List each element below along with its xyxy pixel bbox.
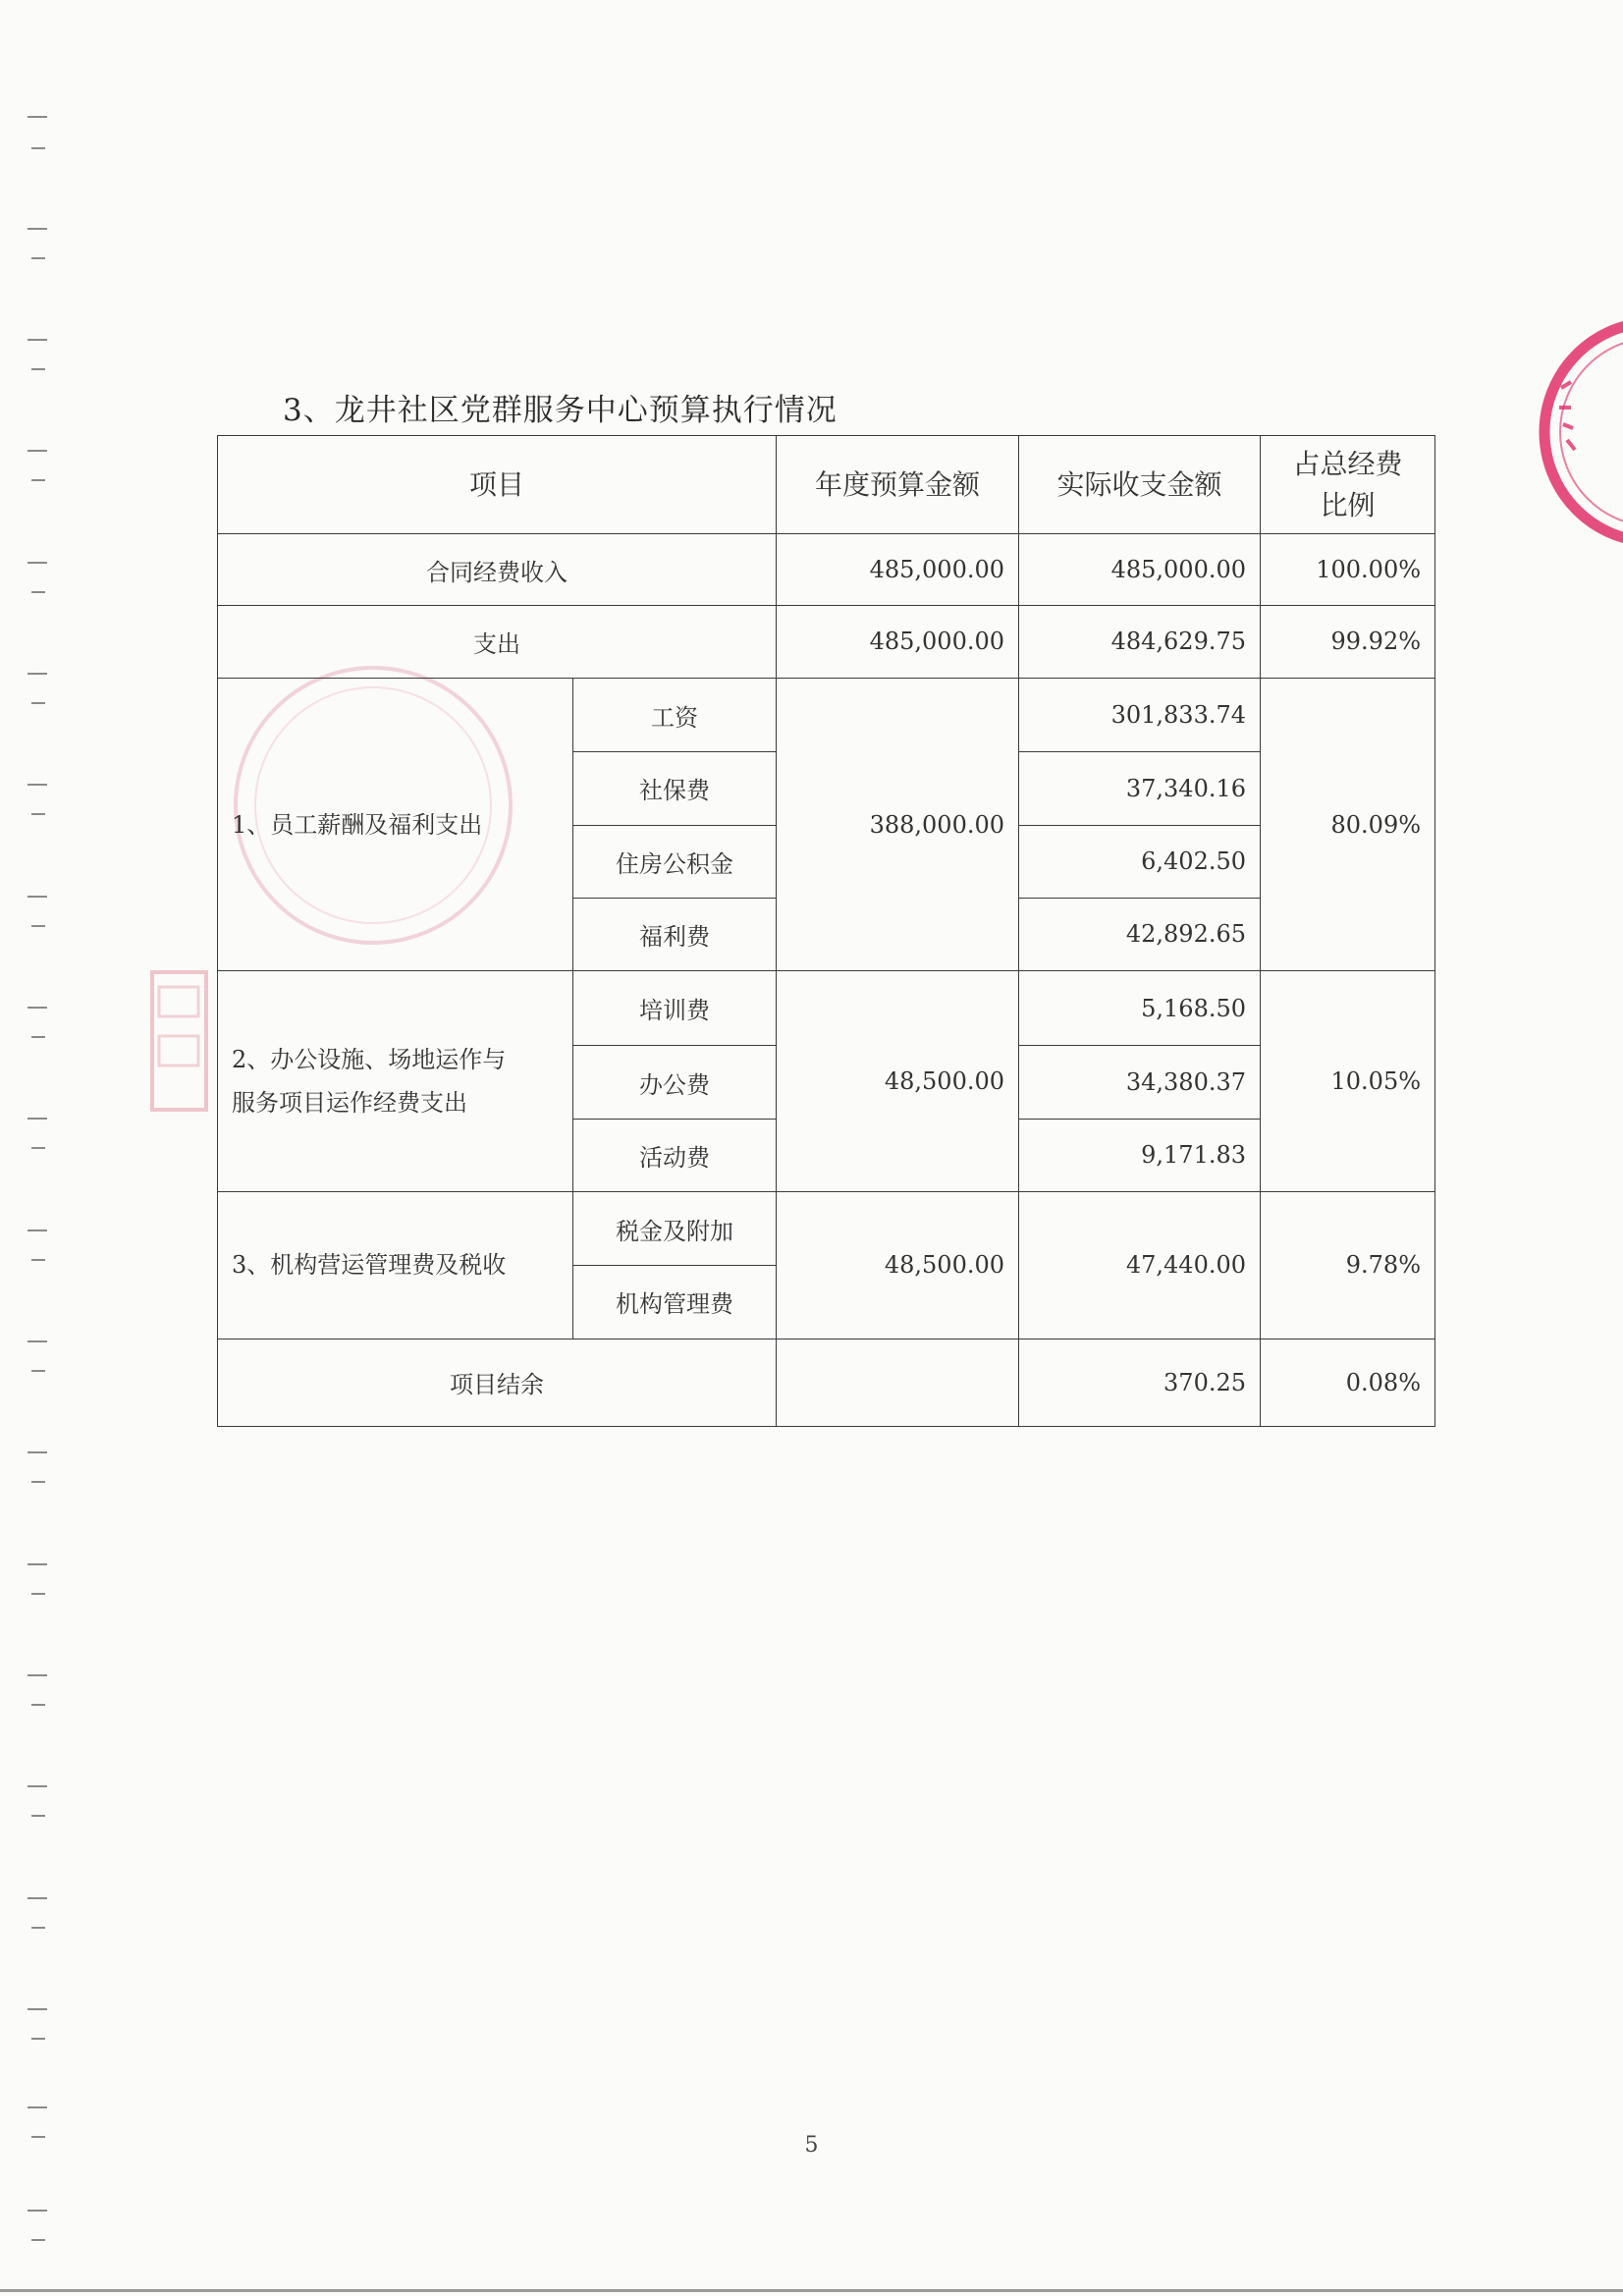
page-bottom-edge (0, 2289, 1623, 2292)
item-actual: 6,402.50 (1019, 825, 1261, 898)
table-row (218, 1191, 1435, 1265)
table-row-expense (218, 605, 1435, 678)
group2-label-line2: 服务项目运作经费支出 (232, 1089, 467, 1118)
binding-margin (22, 0, 51, 2296)
table-row-balance (218, 1339, 1435, 1426)
group2-label-line1: 2、办公设施、场地运作与 (232, 1046, 507, 1074)
item-label: 办公费 (573, 1046, 777, 1119)
income-actual: 485,000.00 (1019, 534, 1261, 605)
header-ratio (1261, 436, 1435, 534)
expense-budget: 485,000.00 (777, 605, 1019, 678)
balance-label: 项目结余 (218, 1339, 777, 1426)
group2-ratio: 10.05% (1261, 971, 1435, 1192)
group3-budget: 48,500.00 (777, 1191, 1019, 1339)
budget-execution-table (217, 435, 1435, 1427)
item-label: 机构管理费 (573, 1266, 777, 1339)
item-label: 工资 (573, 678, 777, 751)
group3-actual: 47,440.00 (1019, 1191, 1261, 1339)
header-item: 项目 (218, 436, 777, 534)
page-number: 5 (804, 2133, 819, 2158)
item-label: 培训费 (573, 971, 777, 1046)
income-label: 合同经费收入 (218, 534, 777, 605)
group3-label: 3、机构营运管理费及税收 (218, 1191, 573, 1339)
header-row (218, 436, 1435, 534)
header-budget: 年度预算金额 (777, 436, 1019, 534)
balance-actual: 370.25 (1019, 1339, 1261, 1426)
item-label: 社保费 (573, 752, 777, 825)
income-ratio: 100.00% (1261, 534, 1435, 605)
item-actual: 37,340.16 (1019, 752, 1261, 825)
item-label: 住房公积金 (573, 825, 777, 898)
expense-label: 支出 (218, 605, 777, 678)
item-actual: 9,171.83 (1019, 1119, 1261, 1191)
item-label: 税金及附加 (573, 1191, 777, 1265)
balance-budget (777, 1339, 1019, 1426)
seal-stamp-right (1502, 314, 1623, 570)
group3-ratio: 9.78% (1261, 1191, 1435, 1339)
group2-budget: 48,500.00 (777, 971, 1019, 1192)
balance-ratio: 0.08% (1261, 1339, 1435, 1426)
item-actual: 5,168.50 (1019, 971, 1261, 1046)
table-row (218, 678, 1435, 751)
item-label: 活动费 (573, 1119, 777, 1191)
group2-label (218, 971, 573, 1192)
group1-ratio: 80.09% (1261, 678, 1435, 970)
header-ratio-line1: 占总经费 (1292, 447, 1403, 480)
expense-ratio: 99.92% (1261, 605, 1435, 678)
group1-label: 1、员工薪酬及福利支出 (218, 678, 573, 970)
group1-budget: 388,000.00 (777, 678, 1019, 970)
header-actual: 实际收支金额 (1019, 436, 1261, 534)
table-row-income (218, 534, 1435, 605)
item-actual: 34,380.37 (1019, 1046, 1261, 1119)
item-actual: 42,892.65 (1019, 898, 1261, 970)
table-row (218, 971, 1435, 1046)
section-heading: 3、龙井社区党群服务中心预算执行情况 (283, 393, 838, 428)
header-ratio-line2: 比例 (1320, 488, 1376, 521)
item-label: 福利费 (573, 898, 777, 970)
income-budget: 485,000.00 (777, 534, 1019, 605)
expense-actual: 484,629.75 (1019, 605, 1261, 678)
item-actual: 301,833.74 (1019, 678, 1261, 751)
